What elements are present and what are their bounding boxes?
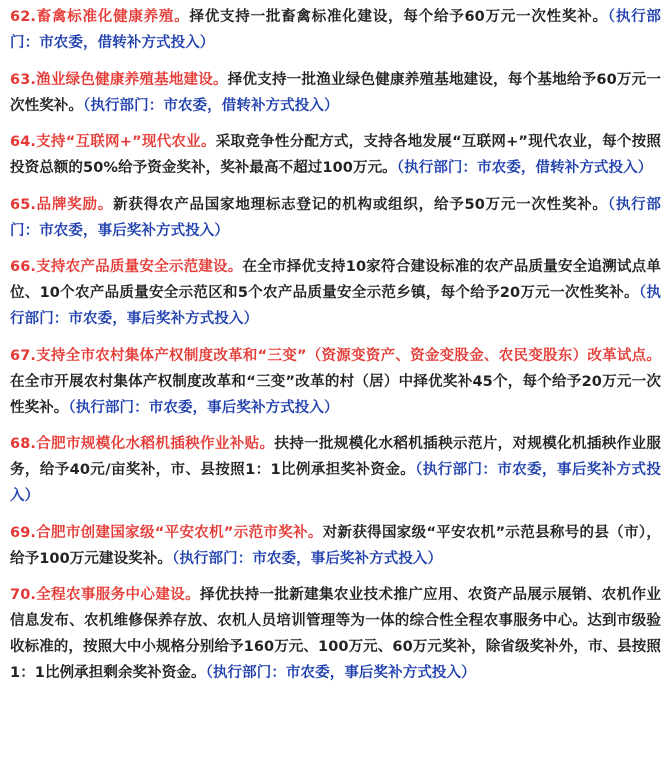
item-body: 对新获得国家级“平安农机”示范县称号的县（市），给予100万元建设奖补。 (10, 524, 661, 567)
item-department: （执行部门：市农委，事后奖补方式投入） (10, 196, 661, 239)
item-heading: 62.畜禽标准化健康养殖。 (10, 9, 190, 25)
item-body: 择优支持一批畜禽标准化建设，每个给予60万元一次性奖补。 (189, 9, 608, 25)
item-body: 扶持一批规模化水稻机插秧示范片，对规模化机插秧作业服务，给予40元/亩奖补，市、县按照1：1比例承担奖补资金。 (10, 436, 661, 478)
item-heading: 66.支持农产品质量安全示范建设。 (10, 259, 243, 275)
item-body: 新获得农产品国家地理标志登记的机构或组织，给予50万元一次性奖补。 (113, 196, 608, 213)
item-heading: 64.支持“互联网+”现代农业。 (10, 134, 216, 150)
item-department: （执行部门：市农委，借转补方式投入） (396, 160, 653, 176)
item-department: （执行部门：市农委，事后奖补方式投入） (10, 462, 661, 504)
item-heading: 65.品牌奖励。 (10, 196, 114, 213)
policy-item-67 (10, 343, 661, 421)
policy-item-64 (10, 129, 661, 181)
policy-item-66 (10, 254, 661, 332)
item-department: （执行部门：市农委，借转补方式投入） (10, 9, 661, 51)
item-body: 择优扶持一批新建集农业技术推广应用、农资产品展示展销、农机作业信息发布、农机维修保养存放、农机人员培训管理等为一体的综合性全程农事服务中心。达到市级验收标准的，按照大中小规格分别给予160万元、100万元、60万元奖补，除省级奖补外，市、县按照1：1比例承担剩余奖补资金。 (10, 587, 661, 681)
policy-item-68 (10, 431, 661, 509)
policy-item-70 (10, 582, 661, 686)
item-department: （执行部门：市农委，事后奖补方式投入） (171, 550, 443, 567)
policy-item-69 (10, 520, 661, 572)
item-heading: 63.渔业绿色健康养殖基地建设。 (10, 71, 228, 88)
item-body: 在全市择优支持10家符合建设标准的农产品质量安全追溯试点单位、10个农产品质量安全示范区和5个农产品质量安全示范乡镇，每个给予20万元一次性奖补。 (10, 259, 661, 301)
policy-item-65 (10, 192, 661, 244)
item-department: （执行部门：市农委，事后奖补方式投入） (205, 665, 476, 681)
item-heading: 67.支持全市农村集体产权制度改革和“三变”（资源变资产、资金变股金、农民变股东）改革试点。 (10, 347, 661, 364)
item-department: （执行部门：市农委，事后奖补方式投入） (10, 285, 661, 327)
item-heading: 68.合肥市规模化水稻机插秧作业补贴。 (10, 436, 275, 452)
policy-item-62 (10, 4, 661, 56)
item-heading: 69.合肥市创建国家级“平安农机”示范市奖补。 (10, 524, 323, 541)
item-department: （执行部门：市农委，事后奖补方式投入） (68, 399, 339, 416)
item-department: （执行部门：市农委，借转补方式投入） (83, 97, 339, 114)
item-heading: 70.全程农事服务中心建设。 (10, 587, 200, 603)
item-body: 采取竞争性分配方式，支持各地发展“互联网+”现代农业，每个按照投资总额的50%给予资金奖补，奖补最高不超过100万元。 (10, 134, 662, 176)
policy-item-63 (10, 67, 661, 119)
item-body: 择优支持一批渔业绿色健康养殖基地建设，每个基地给予60万元一次性奖补。 (10, 71, 661, 114)
item-body: 在全市开展农村集体产权制度改革和“三变”改革的村（居）中择优奖补45个，每个给予20万元一次性奖补。 (10, 373, 661, 416)
